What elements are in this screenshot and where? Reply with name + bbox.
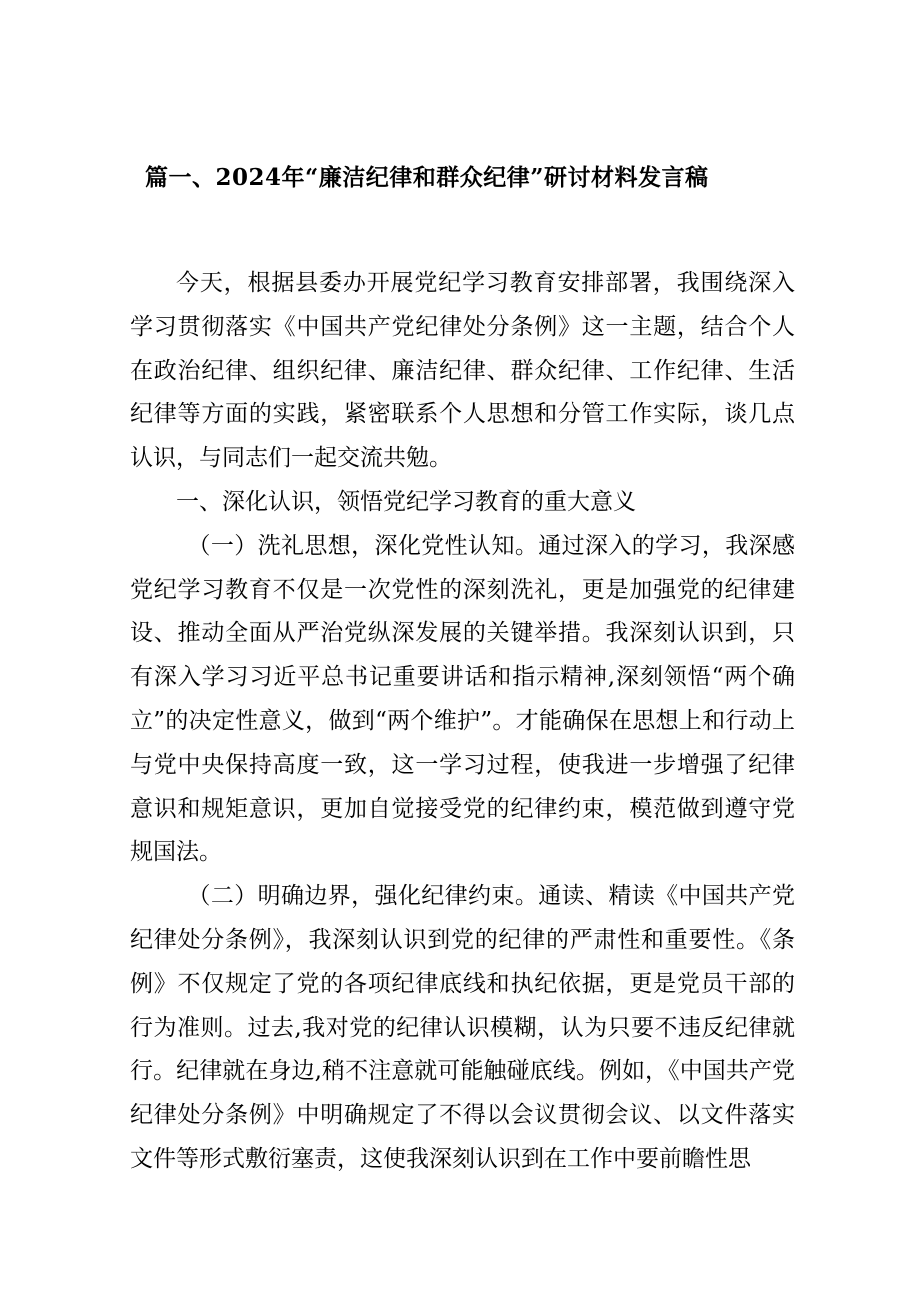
paragraph-intro: 今天，根据县委办开展党纪学习教育安排部署，我围绕深入学习贯彻落实《中国共产党纪律处分条例》这一主题，结合个人在政治纪律、组织纪律、廉洁纪律、群众纪律、工作纪律、生活纪律等方面的实践，紧密联系个人思想和分管工作实际，谈几点认识，与同志们一起交流共勉。 <box>130 270 795 472</box>
paragraph-subsection-1: （一）洗礼思想，深化党性认知。通过深入的学习，我深感党纪学习教育不仅是一次党性的深刻洗礼，更是加强党的纪律建设、推动全面从严治党纵深发展的关键举措。我深刻认识到，只有深入学习习近平总书记重要讲话和指示精神,深刻领悟“两个确立”的决定性意义，做到“两个维护”。才能确保在思想上和行动上与党中央保持高度一致，这一学习过程，使我进一步增强了纪律意识和规矩意识，更加自觉接受党的纪律约束，模范做到遵守党规国法。 <box>130 532 795 866</box>
document-body <box>130 262 795 1182</box>
paragraph-subsection-2: （二）明确边界，强化纪律约束。通读、精读《中国共产党纪律处分条例》，我深刻认识到党的纪律的严肃性和重要性。《条例》不仅规定了党的各项纪律底线和执纪依据，更是党员干部的行为准则。过去,我对党的纪律认识模糊，认为只要不违反纪律就行。纪律就在身边,稍不注意就可能触碰底线。例如，《中国共产党纪律处分条例》中明确规定了不得以会议贯彻会议、以文件落实文件等形式敷衍塞责，这使我深刻认识到在工作中要前瞻性思 <box>130 883 795 1172</box>
document-title: 篇一、2024年“廉洁纪律和群众纪律”研讨材料发言稿 <box>145 164 709 191</box>
section-heading-1: 一、深化认识，领悟党纪学习教育的重大意义 <box>176 488 636 515</box>
